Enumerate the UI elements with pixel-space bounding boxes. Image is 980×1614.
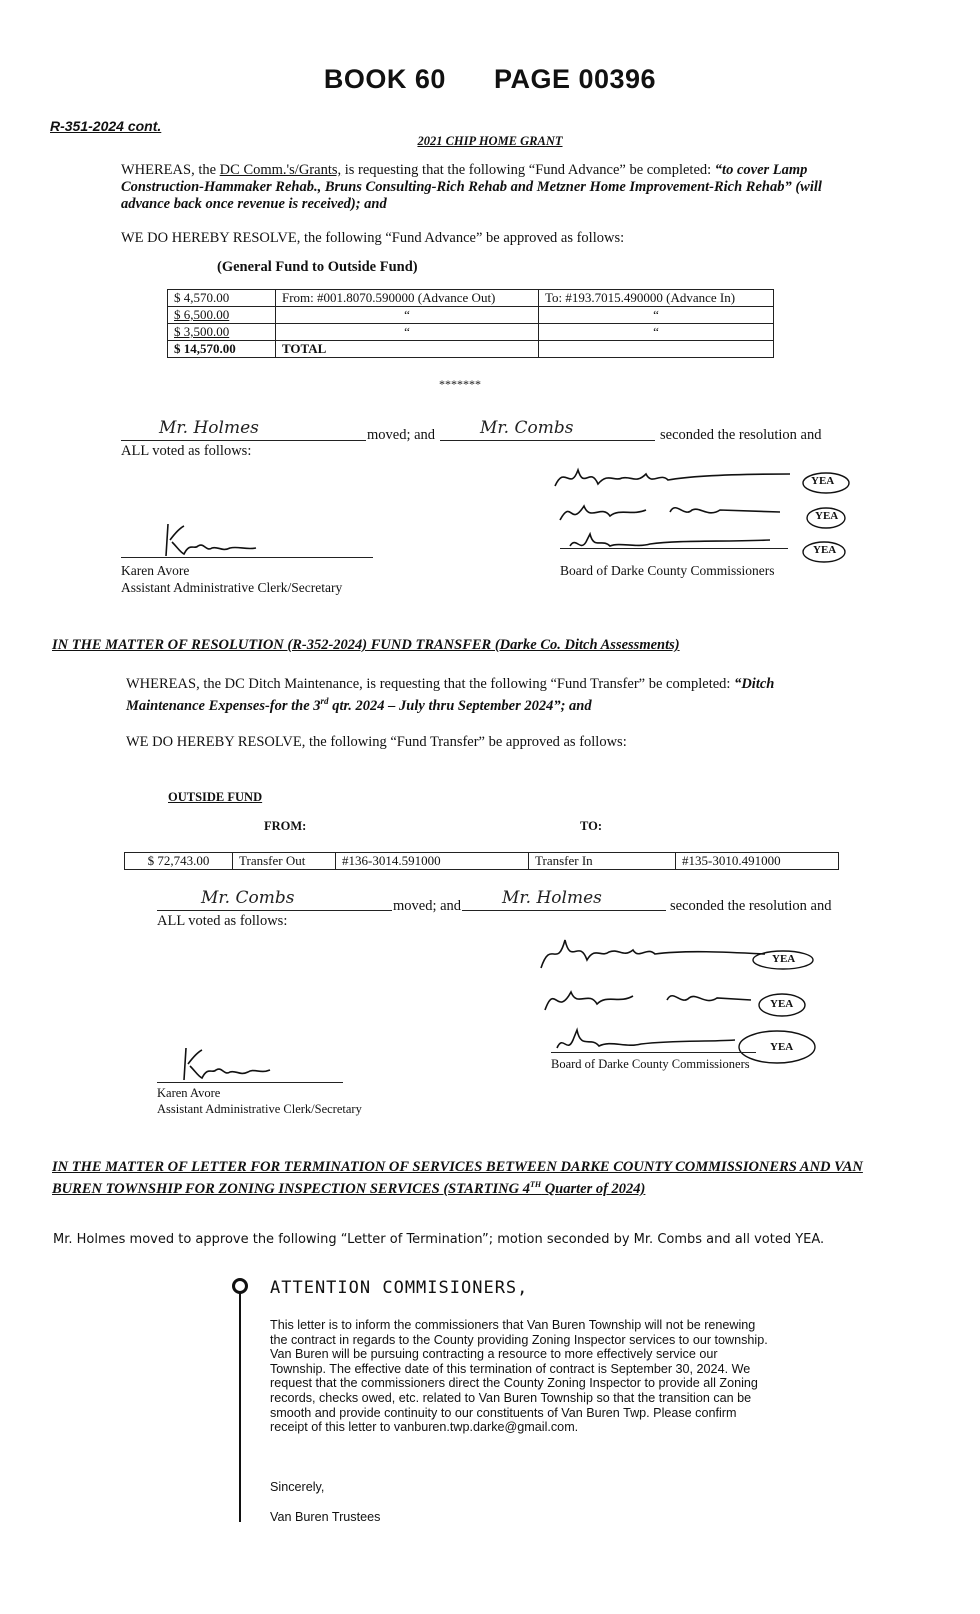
yea-mark: YEA [770,1041,794,1053]
fund-transfer-table [124,852,839,870]
clerk-title: Assistant Administrative Clerk/Secretary [157,1102,362,1116]
table-row: $ 6,500.00 “ “ [168,307,774,324]
clerk-name: Karen Avore [157,1086,221,1100]
continuation-label: R-351-2024 cont. [50,118,162,134]
moved-text: moved; and [367,427,436,443]
seconder-signature: Mr. Holmes [502,888,602,908]
seconded-text: seconded the resolution and [670,898,832,914]
yea-mark: YEA [813,544,837,556]
fund-label: (General Fund to Outside Fund) [217,259,418,275]
seconder-signature-line [440,418,655,441]
clerk-title: Assistant Administrative Clerk/Secretary [121,580,343,595]
moved-text: moved; and [393,898,462,914]
commissioner-signature-2 [560,506,780,520]
yea-mark: YEA [815,510,839,522]
clerk-signature [178,1044,278,1084]
clerk-name: Karen Avore [121,563,190,578]
table-row: $ 14,570.00 TOTAL [168,341,774,358]
resolution-3-title: IN THE MATTER OF LETTER FOR TERMINATION OF SERVICES BETWEEN DARKE COUNTY COMMISSIONERS AND VAN BUREN TOWNSHIP FOR ZONING INSPECTION SERVICES (STARTING 4TH Quarter of 2024) [52,1159,863,1197]
seconder-signature-line [462,888,666,911]
fund-advance-table [167,289,774,358]
grant-subtitle: 2021 CHIP HOME GRANT [417,134,563,148]
letter-margin-bullet [231,1277,249,1527]
table-row: $ 4,570.00 From: #001.8070.590000 (Advance Out) To: #193.7015.490000 (Advance In) [168,290,774,307]
table-row: $ 3,500.00 “ “ [168,324,774,341]
outside-fund-label: OUTSIDE FUND [168,790,263,804]
board-signature-line [551,1052,756,1053]
seconded-text: seconded the resolution and [660,427,822,443]
yea-mark: YEA [772,953,796,965]
resolution-2-title: IN THE MATTER OF RESOLUTION (R-352-2024) FUND TRANSFER (Darke Co. Ditch Assessments) [52,637,680,653]
yea-mark: YEA [811,475,835,487]
separator-stars: ******* [439,377,481,391]
whereas-paragraph-2: WHEREAS, the DC Ditch Maintenance, is requesting that the following “Fund Transfer” be completed: “Ditch Maintenance Expenses-for the 3rd qtr. 2024 – July thru September 2024”; and [126,676,775,714]
table-row: $ 72,743.00 Transfer Out #136-3014.591000 Transfer In #135-3010.491000 [125,853,839,870]
all-voted-text: ALL voted as follows: [121,443,252,459]
clerk-signature-line [121,557,373,558]
termination-motion: Mr. Holmes moved to approve the following “Letter of Termination”; motion seconded by Mr. Combs and all voted YEA. [53,1232,825,1247]
board-label: Board of Darke County Commissioners [560,563,775,578]
page-header [0,64,980,95]
mover-signature: Mr. Holmes [159,418,259,438]
yea-mark: YEA [770,998,794,1010]
mover-signature: Mr. Combs [201,888,295,908]
to-label: TO: [580,819,602,833]
commissioner-signature-1 [555,470,790,486]
all-voted-text: ALL voted as follows: [157,913,288,929]
resolve-paragraph-1: WE DO HEREBY RESOLVE, the following “Fund Advance” be approved as follows: [121,230,625,246]
letter-signoff: Van Buren Trustees [270,1510,381,1524]
mover-signature-line [157,888,392,911]
board-label: Board of Darke County Commissioners [551,1057,750,1071]
commissioner-signature-1 [541,940,765,968]
page-number: PAGE 00396 [493,64,657,94]
resolve-paragraph-2: WE DO HEREBY RESOLVE, the following “Fund Transfer” be approved as follows: [126,734,627,750]
commissioner-signature-3 [557,1030,735,1048]
from-label: FROM: [264,819,307,833]
commissioner-signature-3 [570,534,770,546]
letter-body: This letter is to inform the commissioners that Van Buren Township will not be renewing the contract in regards to the County providing Zoning Inspector services to our township. Van Buren will be pursuing contracting a resource to more effectively service our Township. The effective date of this termination of contract is September 30, 2024. We request that the commissioners direct the County Zoning Inspector to provide all Zoning records, checks owed, etc. related to Van Buren Township so that the transition can be smooth and provide continuity to our constituents of Van Buren Twp. Please confirm receipt of this letter to vanburen.twp.darke@gmail.com. [270,1318,768,1435]
board-signature-line [560,548,788,549]
whereas-paragraph-1: WHEREAS, the DC Comm.'s/Grants, is requesting that the following “Fund Advance” be completed: “to cover Lamp Construction-Hammaker Rehab., Bruns Consulting-Rich Rehab and Metzner Home Improvement-Rich Rehab” (will advance back once revenue is received); and [121,162,822,212]
seconder-signature: Mr. Combs [480,418,574,438]
clerk-signature-line [157,1082,343,1083]
clerk-signature [160,520,270,560]
mover-signature-line [121,418,366,441]
letter-closing: Sincerely, [270,1480,325,1494]
letter-heading: ATTENTION COMMISIONERS, [270,1278,529,1298]
commissioner-signature-2 [545,992,751,1010]
book-number: BOOK 60 [323,64,446,94]
